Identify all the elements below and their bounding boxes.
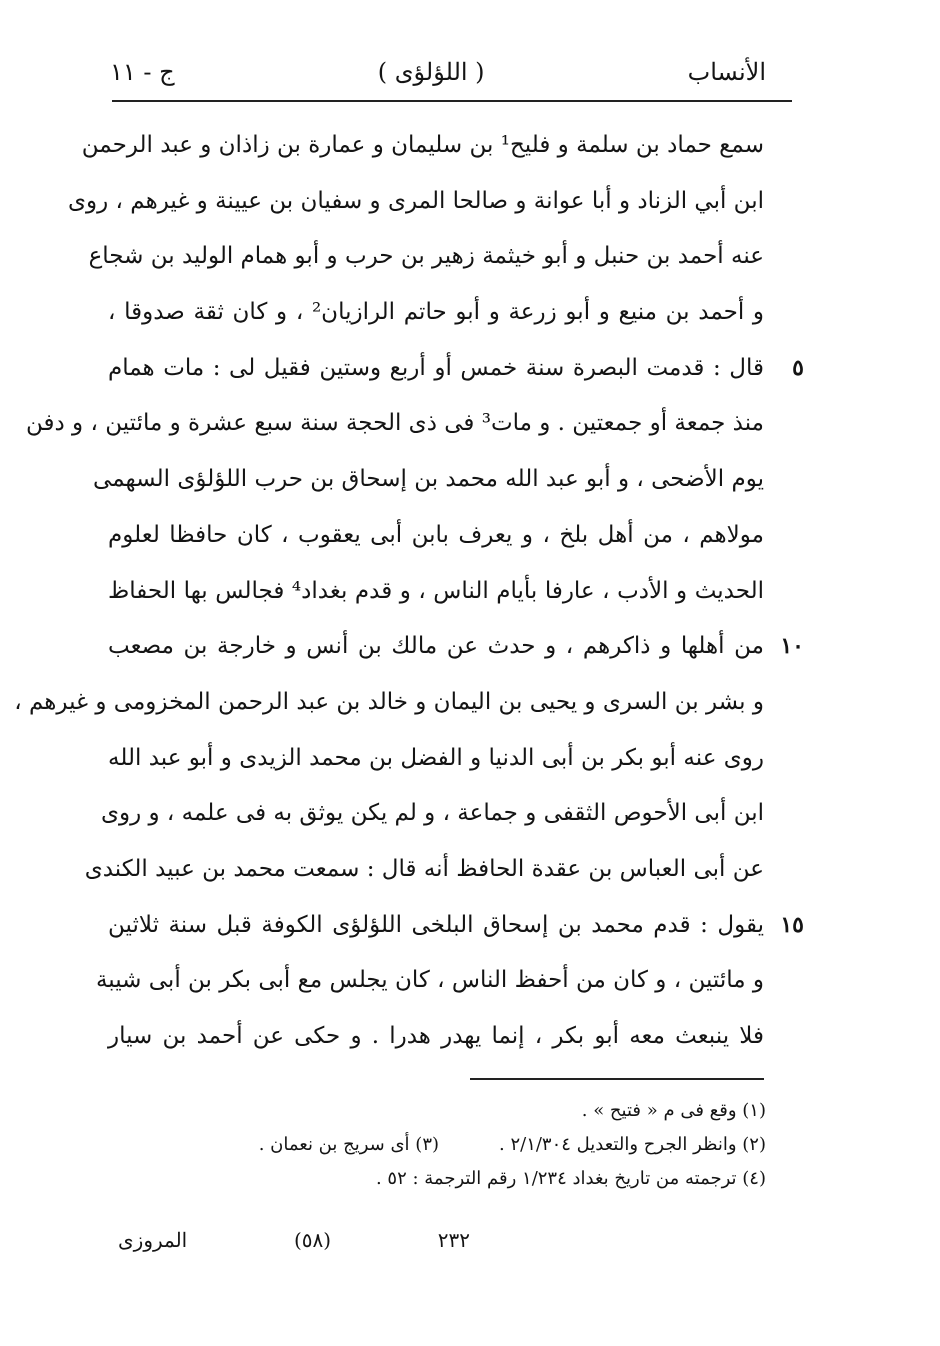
line-number: ٥ bbox=[792, 354, 804, 381]
line-text: من أهلها و ذاكرهم ، و حدث عن مالك بن أنس و خارجة بن مصعب bbox=[108, 633, 764, 660]
line-text: مولاهم ، من أهل بلخ ، و يعرف بابن أبى يعقوب ، كان حافظا لعلوم bbox=[108, 521, 764, 548]
line-text: فلا ينبعث معه أبو بكر ، إنما يهدر هدرا . و حكى عن أحمد بن سيار bbox=[108, 1023, 764, 1049]
line-text: سمع حماد بن سلمة و فليح¹ بن سليمان و عمارة بن زاذان و عبد الرحمن bbox=[81, 132, 764, 158]
text-line bbox=[100, 786, 764, 842]
line-text: عن أبى العباس بن عقدة الحافظ أنه قال : سمعت محمد بن عبيد الكندى bbox=[84, 855, 764, 882]
line-text: روى عنه أبو بكر بن أبى الدنيا و الفضل بن محمد الزيدى و أبو عبد الله bbox=[108, 744, 764, 771]
line-text: عنه أحمد بن حنبل و أبو خيثمة زهير بن حرب و أبو همام الوليد بن شجاع bbox=[88, 243, 764, 270]
main-text bbox=[14, 118, 804, 1065]
footnote: (١) وقع فى م « فتيح » . bbox=[581, 1100, 766, 1121]
text-line bbox=[108, 619, 804, 675]
text-line bbox=[108, 285, 764, 341]
text-line bbox=[108, 731, 764, 787]
header-section-title: ( اللؤلؤى ) bbox=[377, 58, 485, 86]
footnote-row bbox=[150, 1128, 766, 1162]
text-line bbox=[108, 898, 804, 954]
footnote: (٢) وانظر الجرح والتعديل ٢/١/٣٠٤ . bbox=[499, 1134, 766, 1155]
line-text: و أحمد بن منيع و أبو زرعة و أبو حاتم الرازيان² ، و كان ثقة صدوقا ، bbox=[108, 299, 764, 326]
line-text: و بشر بن السرى و يحيى بن اليمان و خالد بن عبد الرحمن المخزومى و غيرهم ، bbox=[14, 688, 764, 715]
text-line bbox=[88, 229, 764, 285]
line-text: يوم الأضحى ، و أبو عبد الله محمد بن إسحاق بن حرب اللؤلؤى السهمى bbox=[93, 466, 764, 493]
line-text: الحديث و الأدب ، عارفا بأيام الناس ، و قدم بغداد⁴ فجالس بها الحفاظ bbox=[108, 577, 764, 604]
text-line bbox=[108, 1009, 764, 1065]
text-line bbox=[84, 842, 764, 898]
line-number: ١٥ bbox=[780, 911, 804, 938]
text-line bbox=[25, 396, 764, 452]
header-book-title: الأنساب bbox=[687, 58, 766, 86]
text-line bbox=[108, 508, 764, 564]
footnotes bbox=[150, 1094, 766, 1196]
footnote-row bbox=[150, 1094, 766, 1128]
text-line bbox=[93, 452, 764, 508]
footnote-divider bbox=[470, 1078, 764, 1080]
line-text: منذ جمعة أو جمعتين . و مات³ فى ذى الحجة سنة سبع عشرة و مائتين ، و دفن bbox=[25, 410, 764, 437]
page-footer bbox=[118, 1222, 470, 1258]
header-volume-number: ج - ١١ bbox=[110, 58, 175, 86]
line-text: قال : قدمت البصرة سنة خمس أو أربع وستين فقيل لى : مات همام bbox=[108, 354, 764, 381]
header-divider bbox=[112, 100, 792, 102]
text-line bbox=[14, 675, 764, 731]
line-text: ابن أبى الأحوص الثقفى و جماعة ، و لم يكن يوثق به فى علمه ، و روى bbox=[100, 800, 764, 827]
text-line bbox=[108, 341, 804, 397]
footnote-row bbox=[150, 1162, 766, 1196]
footer-section-name: المروزى bbox=[118, 1228, 188, 1252]
line-text: و مائتين ، و كان من أحفظ الناس ، كان يجلس مع أبى بكر بن أبى شيبة bbox=[95, 967, 764, 994]
footer-page-number: ٢٣٢ bbox=[437, 1228, 470, 1252]
page-header bbox=[110, 50, 766, 94]
text-line bbox=[81, 118, 764, 174]
text-line bbox=[68, 174, 764, 230]
footnote: (٤) ترجمته من تاريخ بغداد ١/٢٣٤ رقم الترجمة : ٥٢ . bbox=[375, 1168, 766, 1189]
line-text: ابن أبي الزناد و أبا عوانة و صالحا المرى و سفيان بن عيينة و غيرهم ، روى bbox=[68, 187, 764, 214]
text-line bbox=[95, 953, 764, 1009]
footnote: (٣) أى سريج بن نعمان . bbox=[258, 1134, 440, 1155]
line-text: يقول : قدم محمد بن إسحاق البلخى اللؤلؤى الكوفة قبل سنة ثلاثين bbox=[108, 911, 764, 938]
line-number: ١٠ bbox=[780, 633, 804, 660]
footer-manuscript-folio: (٥٨) bbox=[293, 1228, 332, 1252]
text-line bbox=[108, 564, 764, 620]
